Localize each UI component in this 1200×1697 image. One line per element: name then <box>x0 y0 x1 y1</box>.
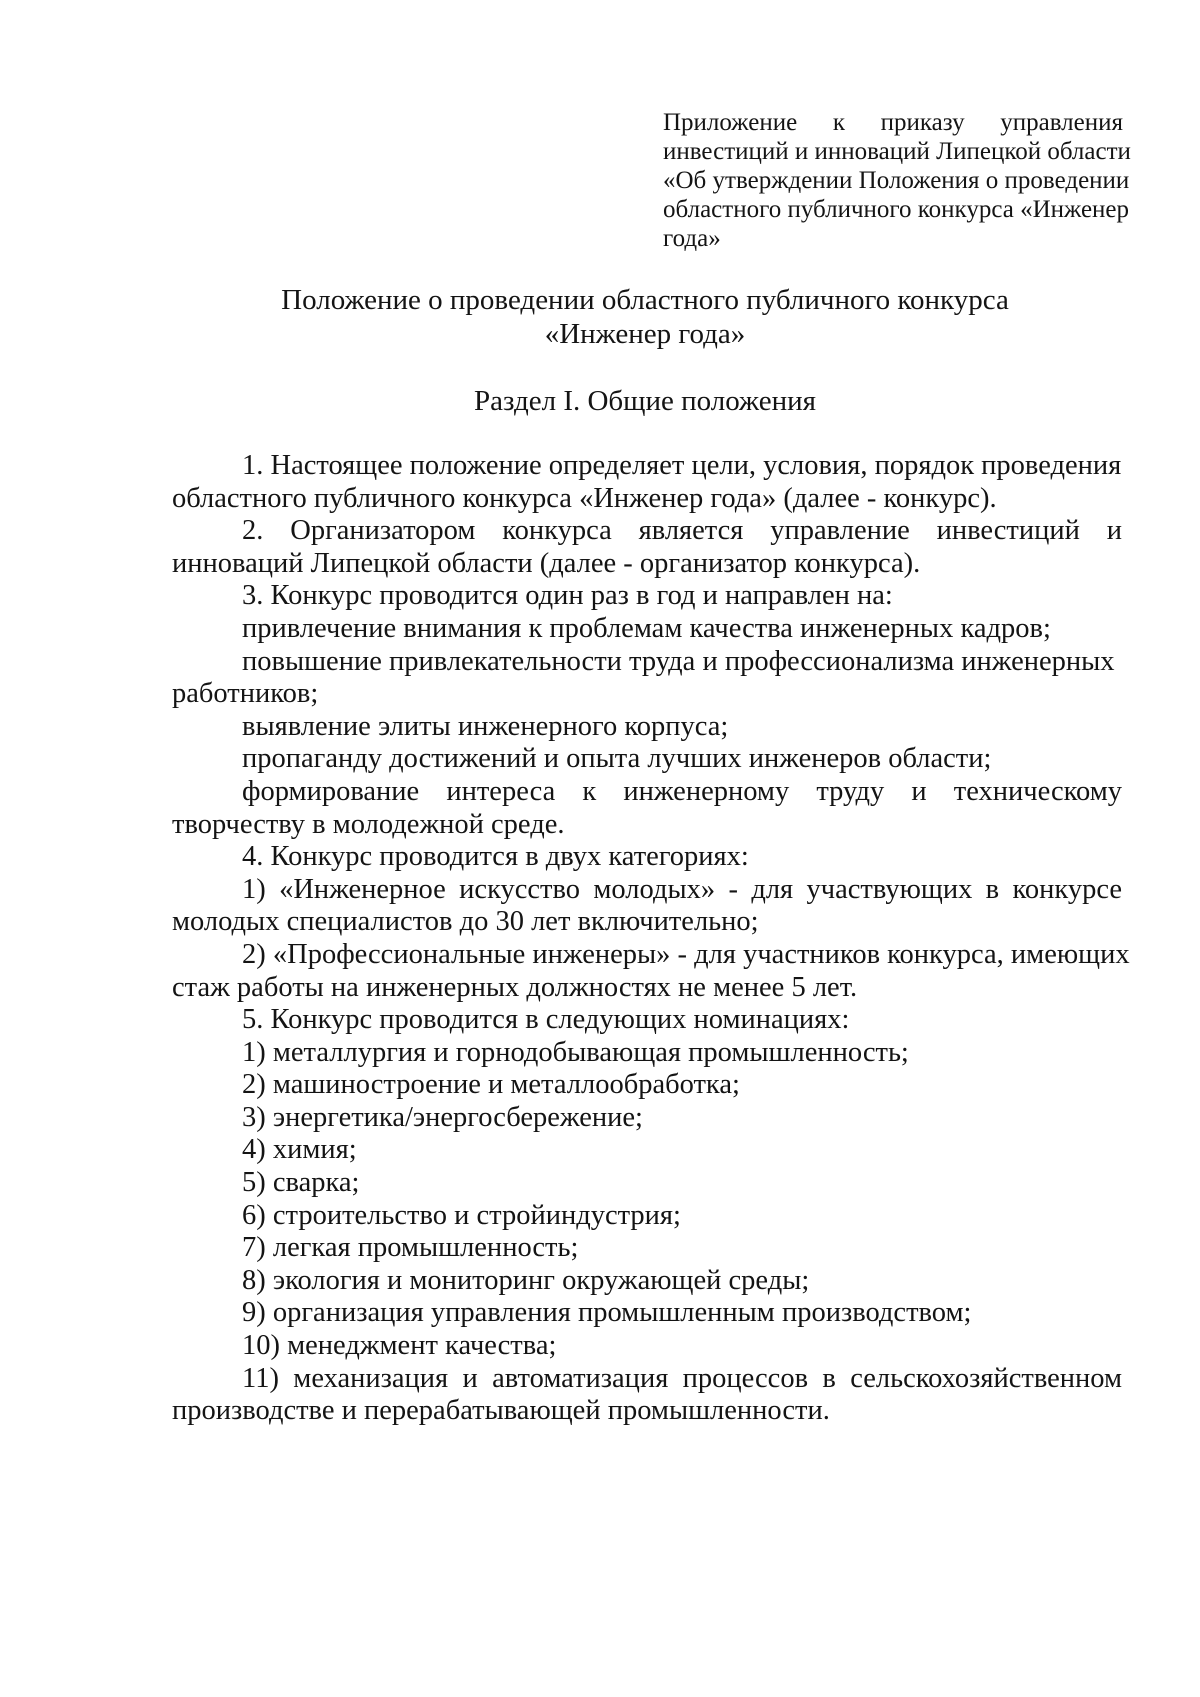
list-item: 10) менеджмент качества; <box>242 1330 557 1362</box>
paragraph-line: областного публичного конкурса «Инженер года» (далее - конкурс). <box>172 482 997 514</box>
list-item: 1) металлургия и горнодобывающая промышленность; <box>242 1036 909 1068</box>
appendix-line: Приложение к приказу управления <box>663 109 1123 136</box>
appendix-line: года» <box>663 225 721 252</box>
paragraph-line: 3. Конкурс проводится один раз в год и направлен на: <box>242 580 893 612</box>
appendix-line: инвестиций и инноваций Липецкой области <box>663 138 1131 165</box>
list-item-continuation: творчеству в молодежной среде. <box>172 808 565 840</box>
paragraph-line: 1. Настоящее положение определяет цели, условия, порядок проведения <box>242 450 1122 481</box>
appendix-line: областного публичного конкурса «Инженер <box>663 196 1130 223</box>
paragraph-line: 2. Организатором конкурса является управление инвестиций и <box>242 515 1122 547</box>
list-item-continuation: молодых специалистов до 30 лет включительно; <box>172 906 759 938</box>
document-title-line-1: Положение о проведении областного публичного конкурса <box>281 284 1009 316</box>
list-item: 3) энергетика/энергосбережение; <box>242 1101 643 1133</box>
document-title-line-2: «Инженер года» <box>544 318 746 350</box>
appendix-line: «Об утверждении Положения о проведении <box>663 167 1130 194</box>
list-item: 8) экология и мониторинг окружающей среды; <box>242 1264 810 1296</box>
list-item: пропаганду достижений и опыта лучших инженеров области; <box>242 743 992 775</box>
list-item: выявление элиты инженерного корпуса; <box>242 710 729 742</box>
list-item: 4) химия; <box>242 1134 357 1166</box>
list-item: 7) легкая промышленность; <box>242 1232 579 1264</box>
paragraph-line: 4. Конкурс проводится в двух категориях: <box>242 841 749 873</box>
section-heading: Раздел I. Общие положения <box>474 385 816 417</box>
list-item: 9) организация управления промышленным производством; <box>242 1297 972 1329</box>
document-body <box>172 450 1130 1428</box>
list-item: 6) строительство и стройиндустрия; <box>242 1199 681 1231</box>
paragraph-line: 5. Конкурс проводится в следующих номинациях: <box>242 1004 850 1036</box>
list-item: 2) «Профессиональные инженеры» - для участников конкурса, имеющих <box>242 938 1130 970</box>
list-item-continuation: стаж работы на инженерных должностях не менее 5 лет. <box>172 971 858 1003</box>
paragraph-line: инноваций Липецкой области (далее - организатор конкурса). <box>172 547 921 579</box>
appendix-note <box>663 108 1131 253</box>
list-item: 2) машиностроение и металлообработка; <box>242 1069 740 1101</box>
list-item-continuation: работников; <box>172 678 319 710</box>
list-item: формирование интереса к инженерному труду и техническому <box>242 775 1122 807</box>
list-item: повышение привлекательности труда и профессионализма инженерных <box>242 645 1115 677</box>
list-item: 5) сварка; <box>242 1167 360 1199</box>
list-item: 1) «Инженерное искусство молодых» - для участвующих в конкурсе <box>242 873 1122 905</box>
list-item: 11) механизация и автоматизация процессов в сельскохозяйственном <box>242 1362 1122 1394</box>
list-item: привлечение внимания к проблемам качества инженерных кадров; <box>242 612 1051 644</box>
list-item-continuation: производстве и перерабатывающей промышленности. <box>172 1395 830 1427</box>
